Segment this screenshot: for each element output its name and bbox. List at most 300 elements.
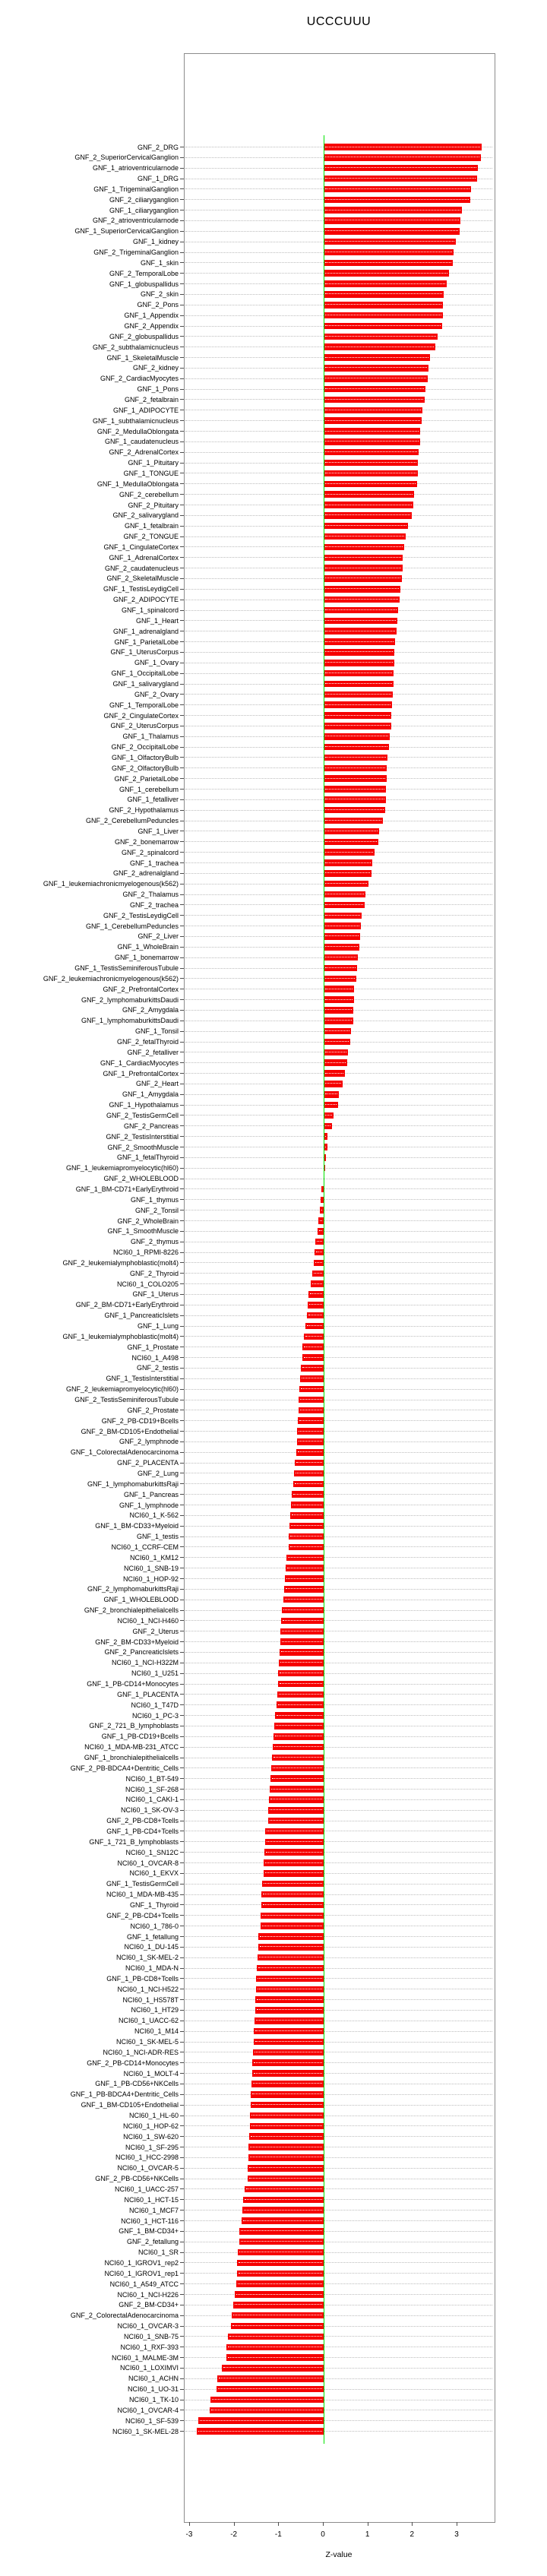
row-label: GNF_1_bonemarrow [114, 954, 179, 962]
row-label: NCI60_1_M14 [134, 2027, 179, 2036]
leader-line [185, 1515, 492, 1516]
bar [324, 502, 413, 508]
bar [324, 228, 460, 235]
bar [304, 1334, 324, 1340]
row-label: GNF_1_Liver [138, 827, 179, 835]
leader-line [185, 2031, 492, 2032]
row-label: GNF_1_721_B_lymphoblasts [89, 1837, 179, 1846]
bar [296, 1449, 324, 1456]
row-label: GNF_1_TestisLeydigCell [103, 585, 179, 593]
bar [324, 1112, 334, 1119]
bar [231, 2323, 324, 2330]
y-axis-tick [180, 2431, 184, 2432]
y-axis-tick [180, 315, 184, 316]
leader-line [185, 1589, 492, 1590]
row-label: GNF_1_TONGUE [123, 469, 179, 477]
row-label: GNF_1_PB-CD14+Monocytes [87, 1680, 179, 1688]
leader-line [185, 1483, 492, 1484]
bar-inner-dotted-line [325, 609, 397, 610]
bar-inner-dotted-line [256, 2020, 322, 2021]
y-axis-tick [180, 1789, 184, 1790]
y-axis-tick [180, 1136, 184, 1137]
row-label: NCI60_1_COLO205 [116, 1280, 179, 1288]
row-label: NCI60_1_HL-60 [128, 2112, 179, 2119]
bar [308, 1291, 324, 1298]
bar [282, 1607, 324, 1614]
x-axis-tick [278, 2522, 279, 2526]
bar [324, 565, 403, 571]
bar-inner-dotted-line [325, 367, 427, 368]
x-axis-tick [323, 2522, 324, 2526]
row-label: GNF_2_trachea [129, 900, 179, 909]
bar-inner-dotted-line [317, 1241, 322, 1242]
bar [324, 944, 359, 951]
y-axis-tick [180, 1326, 184, 1327]
bar-inner-dotted-line [218, 2388, 322, 2389]
bar-inner-dotted-line [325, 967, 356, 968]
bar [324, 902, 365, 909]
row-label: GNF_1_fetalbrain [124, 522, 179, 530]
bar [307, 1312, 324, 1319]
bar [324, 691, 393, 698]
bar [324, 481, 417, 488]
bar [324, 933, 360, 940]
row-label: GNF_2_Tonsil [134, 1206, 179, 1214]
bar [324, 786, 386, 793]
bar [233, 2302, 324, 2309]
bar [324, 544, 404, 551]
leader-line [185, 1125, 492, 1126]
bar [324, 744, 389, 751]
y-axis-tick [180, 936, 184, 937]
bar [314, 1260, 324, 1267]
y-axis-tick [180, 947, 184, 948]
y-axis-tick [180, 1799, 184, 1800]
bar [270, 1775, 324, 1782]
bar [301, 1365, 324, 1372]
row-label: GNF_2_leukemialymphoblastic(molt4) [62, 1258, 179, 1267]
bar [324, 922, 361, 929]
bar [324, 1028, 351, 1035]
bar-inner-dotted-line [325, 546, 403, 547]
chart-title: UCCCUUU [306, 15, 372, 28]
y-axis-tick [180, 652, 184, 653]
row-label: GNF_2_PB-CD56+NKCells [95, 2175, 179, 2183]
bar [280, 1649, 324, 1656]
row-label: GNF_2_bonemarrow [114, 837, 179, 846]
bar [324, 649, 394, 656]
row-label: GNF_2_PLACENTA [117, 1459, 179, 1467]
y-axis-tick [180, 2389, 184, 2390]
row-label: GNF_2_atrioventricularnode [92, 217, 179, 225]
leader-line [185, 1283, 492, 1284]
y-axis-tick [180, 2336, 184, 2337]
leader-line [185, 2136, 492, 2137]
bar [324, 954, 358, 961]
y-axis-tick [180, 1073, 184, 1074]
bar [261, 1891, 324, 1898]
leader-line [185, 1767, 492, 1768]
y-axis-tick [180, 262, 184, 263]
bar [299, 1407, 324, 1414]
bar-inner-dotted-line [325, 872, 370, 873]
bar-inner-dotted-line [325, 1030, 349, 1031]
bar [299, 1397, 324, 1404]
y-axis-tick [180, 1294, 184, 1295]
x-axis-tick [234, 2522, 235, 2526]
bar-inner-dotted-line [325, 915, 360, 916]
bar-inner-dotted-line [325, 525, 406, 526]
bar [210, 2397, 324, 2404]
row-label: NCI60_1_OVCAR-5 [117, 2164, 179, 2173]
leader-line [185, 1915, 492, 1916]
bar [250, 2112, 324, 2119]
bar-inner-dotted-line [254, 2073, 322, 2074]
leader-line [185, 1378, 492, 1379]
bar-inner-dotted-line [283, 1609, 322, 1610]
row-label: GNF_1_WholeBrain [117, 943, 179, 951]
y-axis-tick [180, 452, 184, 453]
bar [265, 1839, 324, 1846]
bar [324, 260, 453, 267]
y-axis-tick [180, 2042, 184, 2043]
y-axis-tick [180, 1526, 184, 1527]
bar [252, 2059, 324, 2066]
y-axis-tick [180, 1620, 184, 1621]
bar [250, 2123, 324, 2130]
leader-line [185, 1105, 492, 1106]
row-label: GNF_1_testis [136, 1533, 179, 1541]
row-label: GNF_2_Prostate [127, 1406, 179, 1414]
row-label: GNF_2_ColorectalAdenocarcinoma [70, 2312, 179, 2320]
bar-inner-dotted-line [325, 494, 413, 495]
bar [324, 701, 392, 708]
bar [248, 2154, 324, 2161]
bar [289, 1544, 324, 1551]
bar [237, 2260, 324, 2267]
leader-line [185, 1326, 492, 1327]
row-label: NCI60_1_IGROV1_rep1 [104, 2269, 179, 2277]
bar [261, 1923, 324, 1929]
y-axis-tick [180, 1915, 184, 1916]
y-axis-tick [180, 1862, 184, 1863]
row-label: NCI60_1_HCT-15 [124, 2195, 179, 2204]
leader-line [185, 1978, 492, 1979]
row-label: NCI60_1_PC-3 [131, 1711, 179, 1720]
bar-inner-dotted-line [257, 2009, 322, 2010]
bar [286, 1565, 324, 1571]
row-label: GNF_1_globuspallidus [109, 280, 179, 288]
bar [198, 2417, 324, 2424]
row-label: GNF_1_Pituitary [128, 459, 179, 467]
bar-inner-dotted-line [228, 2357, 322, 2358]
y-axis-tick [180, 684, 184, 685]
row-label: NCI60_1_HCT-116 [121, 2217, 179, 2225]
leader-line [185, 2125, 492, 2126]
bar [324, 470, 418, 477]
row-label: GNF_1_TestisSeminiferousTubule [74, 964, 179, 973]
row-label: GNF_2_globuspallidus [109, 332, 179, 340]
bar-inner-dotted-line [223, 2367, 322, 2368]
y-axis-tick [180, 526, 184, 527]
row-label: GNF_1_OlfactoryBulb [111, 753, 179, 761]
row-label: GNF_2_ParietalLobe [114, 774, 179, 783]
y-axis-tick [180, 1894, 184, 1895]
row-label: GNF_2_Pituitary [128, 501, 179, 509]
bar-inner-dotted-line [325, 293, 442, 294]
bar [308, 1302, 324, 1309]
bar [324, 996, 354, 1003]
bar-inner-dotted-line [236, 2294, 322, 2295]
row-label: GNF_1_atrioventricularnode [92, 164, 179, 172]
leader-line [185, 1452, 492, 1453]
row-label: GNF_2_subthalamicnucleus [92, 343, 179, 351]
bar [324, 1091, 339, 1098]
row-label: GNF_1_CerebellumPeduncles [85, 922, 179, 930]
bar-inner-dotted-line [263, 1904, 322, 1905]
row-label: GNF_2_bronchialepithelialcells [84, 1606, 179, 1615]
bar [324, 660, 394, 666]
bar-inner-dotted-line [274, 1757, 322, 1758]
row-label: NCI60_1_ACHN [128, 2375, 179, 2383]
bar-inner-dotted-line [305, 1336, 322, 1337]
bar-inner-dotted-line [310, 1293, 322, 1294]
bar [324, 575, 402, 582]
leader-line [185, 2283, 492, 2284]
y-axis-tick [180, 2283, 184, 2284]
bar-inner-dotted-line [255, 2041, 322, 2042]
bar-inner-dotted-line [282, 1641, 322, 1642]
y-axis-tick [180, 1283, 184, 1284]
y-axis-tick [180, 1105, 184, 1106]
bar [251, 2081, 324, 2087]
row-label: NCI60_1_CAKI-1 [125, 1796, 179, 1804]
bar [256, 1986, 324, 1993]
bar [292, 1491, 324, 1498]
row-label: GNF_2_fetalThyroid [116, 1038, 179, 1046]
row-label: GNF_2_Pons [137, 301, 179, 309]
bar [285, 1575, 324, 1582]
bar [232, 2312, 324, 2319]
bar-inner-dotted-line [260, 1936, 322, 1937]
bar [251, 2102, 324, 2109]
y-axis-tick [180, 273, 184, 274]
row-label: GNF_1_Pons [137, 385, 179, 394]
row-label: NCI60_1_SF-295 [125, 2143, 179, 2151]
x-axis-tick [189, 2522, 190, 2526]
row-label: NCI60_1_SK-MEL-28 [112, 2427, 179, 2435]
row-label: GNF_1_lymphomaburkittsDaudi [81, 1017, 179, 1025]
y-axis-tick [180, 252, 184, 253]
row-label: GNF_1_fetalThyroid [116, 1154, 179, 1162]
y-axis-tick [180, 420, 184, 421]
row-label: NCI60_1_NCI-H226 [117, 2290, 179, 2299]
y-axis-tick [180, 199, 184, 200]
leader-line [185, 1704, 492, 1705]
y-axis-tick [180, 283, 184, 284]
bar [324, 775, 387, 782]
row-label: GNF_1_TestisInterstitial [106, 1375, 179, 1383]
bar [254, 2028, 324, 2035]
row-label: GNF_1_WHOLEBLOOD [103, 1596, 179, 1604]
y-axis-tick [180, 578, 184, 579]
bar [248, 2176, 324, 2182]
row-label: GNF_2_PancreaticIslets [104, 1648, 179, 1657]
bar-inner-dotted-line [325, 230, 458, 231]
leader-line [185, 1252, 492, 1253]
row-label: NCI60_1_UO-31 [127, 2385, 179, 2394]
bar-inner-dotted-line [258, 1978, 322, 1979]
row-label: GNF_1_leukemiapromyelocytic(hl60) [65, 1164, 179, 1172]
row-label: NCI60_1_NCI-H322M [111, 1659, 179, 1667]
bar [324, 986, 354, 992]
y-axis-tick [180, 999, 184, 1000]
bar-inner-dotted-line [325, 357, 428, 358]
leader-line [185, 1168, 492, 1169]
bar [302, 1354, 324, 1361]
y-axis-tick [180, 1610, 184, 1611]
row-label: GNF_1_PB-CD4+Tcells [106, 1827, 179, 1835]
leader-line [185, 2073, 492, 2074]
row-label: GNF_2_MedullaOblongata [96, 427, 179, 435]
bar-inner-dotted-line [252, 2104, 322, 2105]
leader-line [185, 2157, 492, 2158]
leader-line [185, 1610, 492, 1611]
row-label: NCI60_1_MDA-N [125, 1964, 179, 1973]
row-label: NCI60_1_LOXIMVI [119, 2364, 179, 2372]
bar-inner-dotted-line [325, 1136, 326, 1137]
bar [197, 2428, 324, 2435]
row-label: GNF_1_PB-CD8+Tcells [106, 1974, 179, 1983]
bar-inner-dotted-line [325, 820, 381, 821]
bar [281, 1618, 324, 1625]
y-axis-tick [180, 957, 184, 958]
bar-inner-dotted-line [325, 388, 424, 389]
row-label: GNF_2_testis [136, 1364, 179, 1372]
bar-inner-dotted-line [325, 325, 441, 326]
row-label: GNF_2_ADIPOCYTE [112, 596, 179, 604]
row-label: GNF_2_TestisInterstitial [106, 1132, 179, 1141]
y-axis-tick [180, 1652, 184, 1653]
row-label: GNF_2_lymphnode [119, 1438, 179, 1446]
leader-line [185, 2199, 492, 2200]
y-axis-tick [180, 1546, 184, 1547]
bar [243, 2197, 324, 2204]
bar-inner-dotted-line [325, 862, 371, 863]
row-label: GNF_2_TemporalLobe [109, 269, 179, 277]
y-axis-tick [180, 2231, 184, 2232]
y-axis-tick [180, 1810, 184, 1811]
y-axis-tick [180, 463, 184, 464]
bar [236, 2280, 324, 2287]
bar-inner-dotted-line [325, 704, 390, 705]
row-label: GNF_2_Pancreas [123, 1122, 179, 1130]
row-label: NCI60_1_HOP-92 [122, 1574, 179, 1583]
leader-line [185, 1441, 492, 1442]
leader-line [185, 1789, 492, 1790]
bar [324, 365, 428, 372]
row-label: GNF_2_Uterus [132, 1627, 179, 1635]
row-label: GNF_2_thymus [130, 1238, 179, 1246]
row-label: GNF_2_caudatenucleus [104, 564, 179, 572]
bar [324, 523, 408, 530]
bar [300, 1375, 324, 1382]
row-label: GNF_2_Hypothalamus [109, 806, 179, 815]
row-label: GNF_1_leukemiachronicmyelogenous(k562) [43, 880, 179, 888]
bar [280, 1628, 324, 1635]
leader-line [185, 1736, 492, 1737]
row-label: NCI60_1_SR [138, 2248, 179, 2257]
row-label: GNF_1_BM-CD34+ [119, 2227, 179, 2236]
bar-inner-dotted-line [257, 1999, 322, 2000]
bar [248, 2144, 324, 2150]
bar [324, 881, 368, 888]
leader-line [185, 1368, 492, 1369]
bar-inner-dotted-line [277, 1715, 322, 1716]
bar [324, 755, 387, 761]
y-axis-tick [180, 2188, 184, 2189]
row-label: NCI60_1_SW-620 [123, 2132, 179, 2141]
bar-inner-dotted-line [232, 2325, 322, 2326]
leader-line [185, 2010, 492, 2011]
x-axis-tick-label: 0 [321, 2530, 325, 2539]
y-axis-tick [180, 1252, 184, 1253]
bar-inner-dotted-line [307, 1325, 322, 1326]
bar [210, 2407, 324, 2414]
bar-inner-dotted-line [325, 514, 410, 515]
bar-inner-dotted-line [198, 2431, 322, 2432]
row-label: GNF_2_SmoothMuscle [107, 1143, 179, 1151]
x-axis-tick-label: 1 [365, 2530, 370, 2539]
y-axis-tick [180, 168, 184, 169]
row-label: GNF_1_caudatenucleus [104, 438, 179, 446]
bar [242, 2207, 324, 2214]
y-axis-tick [180, 389, 184, 390]
y-axis-tick [180, 852, 184, 853]
bar-inner-dotted-line [267, 1841, 322, 1842]
leader-line [185, 2105, 492, 2106]
row-label: GNF_1_DRG [137, 175, 179, 183]
row-label: NCI60_1_OVCAR-3 [117, 2322, 179, 2331]
leader-line [185, 2273, 492, 2274]
y-axis-tick [180, 620, 184, 621]
bar-inner-dotted-line [292, 1514, 322, 1515]
y-axis-tick [180, 1389, 184, 1390]
leader-line [185, 1873, 492, 1874]
bar-inner-dotted-line [264, 1883, 322, 1884]
y-axis-tick [180, 2125, 184, 2126]
bar-inner-dotted-line [285, 1599, 322, 1600]
bar [324, 291, 444, 298]
leader-line [185, 1294, 492, 1295]
row-label: GNF_1_ColorectalAdenocarcinoma [70, 1448, 179, 1457]
row-label: GNF_2_PB-CD14+Monocytes [87, 2059, 179, 2067]
row-label: GNF_1_MedullaOblongata [96, 479, 179, 488]
leader-line [185, 1115, 492, 1116]
row-label: GNF_2_WholeBrain [117, 1217, 179, 1225]
y-axis-tick [180, 1420, 184, 1421]
row-label: GNF_2_Amygdala [122, 1006, 179, 1014]
bar-inner-dotted-line [325, 767, 385, 768]
y-axis-tick [180, 610, 184, 611]
bar [324, 323, 442, 330]
row-label: GNF_1_subthalamicnucleus [92, 416, 179, 425]
bar-inner-dotted-line [255, 2030, 322, 2031]
bar-inner-dotted-line [325, 1009, 352, 1010]
y-axis-tick [180, 2168, 184, 2169]
bar [264, 1849, 324, 1856]
y-axis-tick [180, 1452, 184, 1453]
